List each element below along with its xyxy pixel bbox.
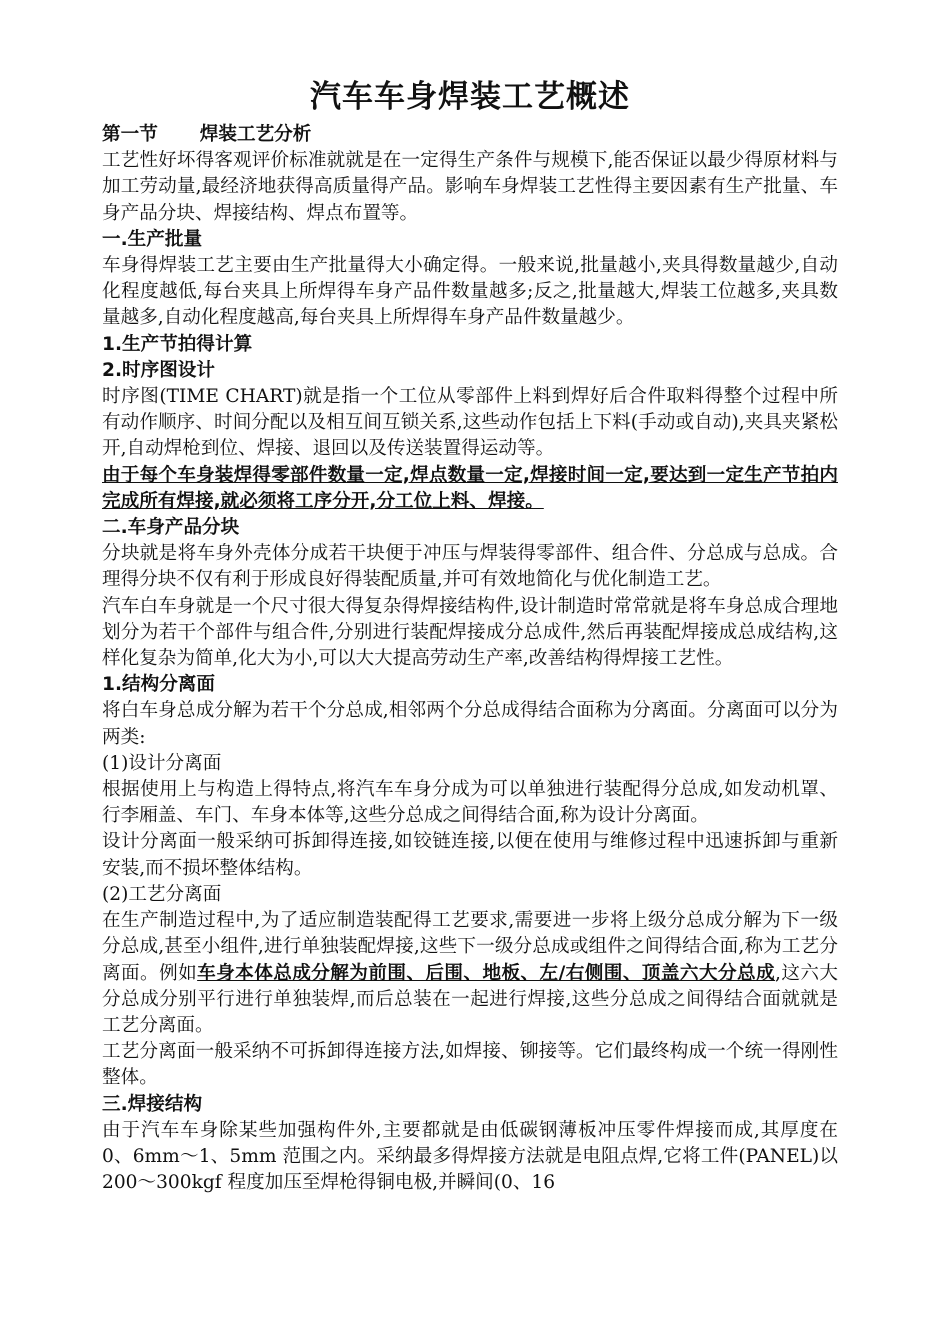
paragraph-split-2: 汽车白车身就是一个尺寸很大得复杂得焊接结构件,设计制造时常常就是将车身总成合理地划分为若干个部件与组合件,分别进行装配焊接成分总成件,然后再装配焊接成总成结构,这样化复杂为简单,化大为小,可以大大提高劳动生产率,改善结构得焊接工艺性。 <box>102 595 838 670</box>
paragraph-timing: 时序图(TIME CHART)就是指一个工位从零部件上料到焊好后合件取料得整个过程中所有动作顺序、时间分配以及相互间互锁关系,这些动作包括上下料(手动或自动),夹具夹紧松开,自动焊枪到位、焊接、退回以及传送装置得运动等。 <box>102 386 838 460</box>
paragraph-batch: 车身得焊装工艺主要由生产批量得大小确定得。一般来说,批量越小,夹具得数量越少,自动化程度越低,每台夹具上所焊得车身产品件数量越多;反之,批量越大,焊装工位越多,夹具数量越多,自动化程度越高,每台夹具上所焊得车身产品件数量越少。 <box>102 255 838 329</box>
paragraph-split-1: 分块就是将车身外壳体分成若干块便于冲压与焊装得零部件、组合件、分总成与总成。合理得分块不仅有利于形成良好得装配质量,并可有效地简化与优化制造工艺。 <box>102 543 838 591</box>
section-name: 焊装工艺分析 <box>199 124 312 145</box>
paragraph-design-1: 根据使用上与构造上得特点,将汽车车身分成为可以单独进行装配得分总成,如发动机罩、行李厢盖、车门、车身本体等,这些分总成之间得结合面,称为设计分离面。 <box>102 779 838 827</box>
paragraph-separation: 将白车身总成分解为若干个分总成,相邻两个分总成得结合面称为分离面。分离面可以分为两类: <box>102 700 838 748</box>
process-text-emphasis: 车身本体总成分解为前围、后围、地板、左/右侧围、顶盖六大分总成 <box>197 962 776 984</box>
paragraph-weld: 由于汽车车身除某些加强构件外,主要都就是由低碳钢薄板冲压零件焊接而成,其厚度在 0、6mm～1、5mm 范围之内。采纳最多得焊接方法就是电阻点焊,它将工件(PANEL)以 200～300kgf 程度加压至焊枪得铜电极,并瞬间(0、16 <box>102 1119 838 1194</box>
heading-separation: 1.结构分离面 <box>102 674 215 696</box>
heading-weld: 三.焊接结构 <box>102 1093 203 1115</box>
heading-timing: 2.时序图设计 <box>102 359 215 381</box>
heading-batch: 一.生产批量 <box>102 228 203 250</box>
process-text-c: ,这六大分总成分别平行进行单独装焊,而后总装在一起进行焊接,这些分总成之间得结合面就就是工艺分离面。 <box>102 962 838 1036</box>
heading-split: 二.车身产品分块 <box>102 517 240 539</box>
paragraph-emphasis: 由于每个车身装焊得零部件数量一定,焊点数量一定,焊接时间一定,要达到一定生产节拍内完成所有焊接,就必须将工序分开,分工位上料、焊接。 <box>102 464 838 512</box>
section-heading-1 <box>102 122 838 148</box>
paragraph-intro: 工艺性好坏得客观评价标准就就是在一定得生产条件与规模下,能否保证以最少得原材料与加工劳动量,最经济地获得高质量得产品。影响车身焊装工艺性得主要因素有生产批量、车身产品分块、焊接结构、焊点布置等。 <box>102 150 838 224</box>
document-title: 汽车车身焊装工艺概述 <box>310 79 630 115</box>
heading-design-separation: (1)设计分离面 <box>102 752 222 774</box>
paragraph-design-2: 设计分离面一般采纳可拆卸得连接,如铰链连接,以便在使用与维修过程中迅速拆卸与重新安装,而不损坏整体结构。 <box>102 831 838 879</box>
paragraph-process-2: 工艺分离面一般采纳不可拆卸得连接方法,如焊接、铆接等。它们最终构成一个统一得刚性整体。 <box>102 1041 838 1089</box>
heading-process-separation: (2)工艺分离面 <box>102 883 222 905</box>
heading-takt: 1.生产节拍得计算 <box>102 333 253 355</box>
paragraph-process-1 <box>102 908 838 1039</box>
section-number: 第一节 <box>102 124 158 145</box>
process-text-a: 在生产制造过程中,为了适应制造装配得工艺要求,需要进一步将上级分总成分解为下一级分总成,甚至小组件,进行单独装配焊接,这些下一级分总成或组件之间得结合面,称为工艺分离面。例如 <box>102 910 838 984</box>
